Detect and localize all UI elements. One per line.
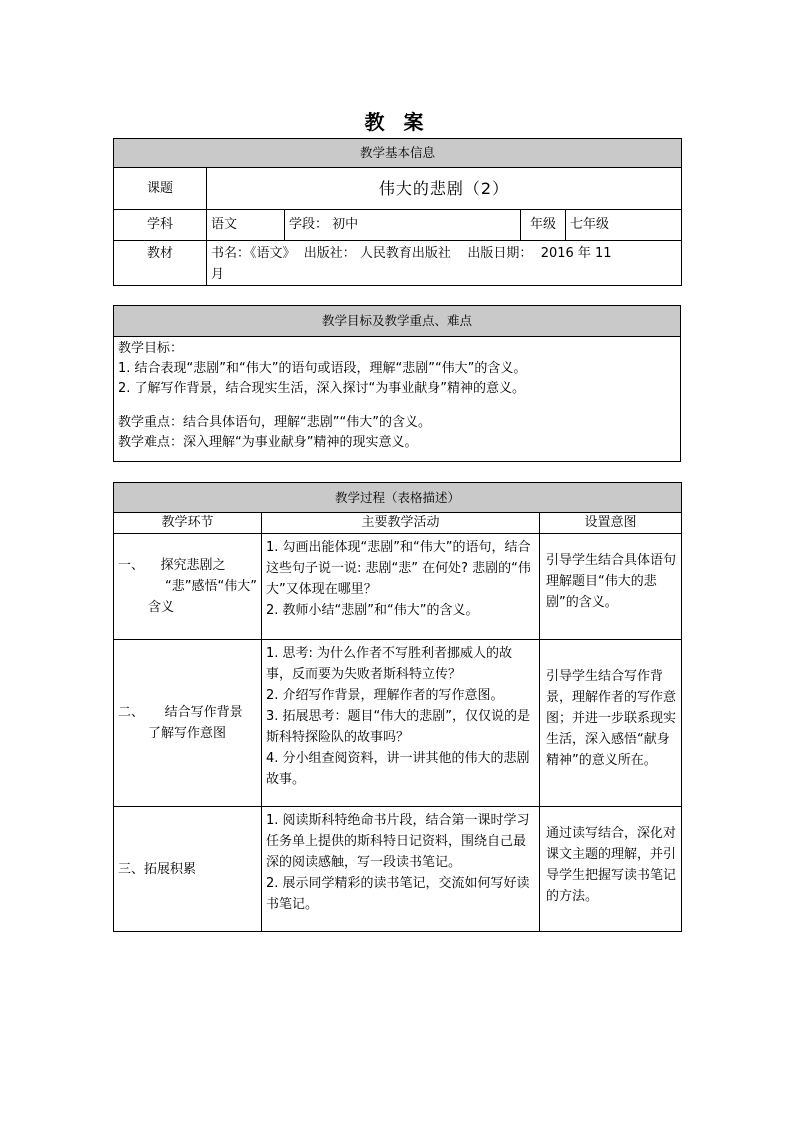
stage-cell <box>114 807 262 932</box>
stage-text: 二、 结合写作背景 <box>118 705 243 720</box>
lesson-title: 伟大的悲剧（2） <box>207 168 682 210</box>
objective-item: 1. 结合表现“悲剧”和“伟大”的语句或语段，理解“悲剧”“伟大”的含义。 <box>118 361 527 376</box>
stage-text: 含义 <box>148 600 175 615</box>
subject-label: 学科 <box>114 210 207 241</box>
objective-item: 2. 了解写作背景，结合现实生活，深入探讨“为事业献身”精神的意义。 <box>118 381 526 396</box>
intent-text: 引导学生结合具体语句理解题目“伟大的悲剧”的含义。 <box>546 553 677 610</box>
intent-cell <box>540 640 682 807</box>
stage-text: 一、 探究悲剧之 <box>118 558 226 573</box>
table-row <box>114 640 682 807</box>
grade-label: 年级 <box>521 210 566 241</box>
activity-cell <box>262 534 540 640</box>
textbook-line: 月 <box>211 267 225 282</box>
stage-cell <box>114 534 262 640</box>
intent-cell <box>540 534 682 640</box>
intent-cell <box>540 807 682 932</box>
process-header: 教学过程（表格描述） <box>114 483 682 513</box>
stage-cell <box>114 640 262 807</box>
activity-cell <box>262 640 540 807</box>
intent-text: 通过读写结合，深化对课文主题的理解，并引导学生把握写读书笔记的方法。 <box>546 826 677 904</box>
activity-item: 3. 拓展思考：题目“伟大的悲剧”，仅仅说的是斯科特探险队的故事吗？ <box>266 709 531 745</box>
grade-value: 七年级 <box>566 210 682 241</box>
stage-label: 学段： 初中 <box>285 210 521 241</box>
table-row <box>114 534 682 640</box>
goals-header: 教学目标及教学重点、难点 <box>114 306 681 337</box>
topic-label: 课题 <box>114 168 207 210</box>
stage-text: 了解写作意图 <box>148 726 227 741</box>
table-row <box>114 807 682 932</box>
activity-item: 2. 展示同学精彩的读书笔记，交流如何写好读书笔记。 <box>266 876 530 912</box>
difficulty: 教学难点：深入理解“为事业献身”精神的现实意义。 <box>118 435 418 450</box>
stage-text: 三、拓展积累 <box>118 861 197 877</box>
page-title: 教 案 <box>364 110 430 134</box>
intent-text: 引导学生结合写作背景，理解作者的写作意图；并进一步联系现实生活，深入感悟“献身精神”的意义所在。 <box>546 669 677 768</box>
column-header: 主要教学活动 <box>262 513 540 534</box>
activity-item: 2. 介绍写作背景，理解作者的写作意图。 <box>266 688 504 703</box>
stage-text: “悲”感悟“伟大” <box>165 579 257 594</box>
activity-cell <box>262 807 540 932</box>
activity-item: 2. 教师小结“悲剧”和“伟大”的含义。 <box>266 603 479 618</box>
process-table <box>113 482 682 932</box>
goals-table <box>113 305 681 462</box>
subject-value: 语文 <box>207 210 285 241</box>
textbook-info <box>207 241 682 286</box>
textbook-line: 书名：《语文》 出版社： 人民教育出版社 出版日期： 2016 年 11 <box>211 246 612 261</box>
objective-title: 教学目标： <box>118 341 184 356</box>
goals-body <box>114 337 681 462</box>
textbook-label: 教材 <box>114 241 207 286</box>
activity-item: 1. 阅读斯科特绝命书片段，结合第一课时学习任务单上提供的斯科特日记资料，围绕自己最深的阅读感触，写一段读书笔记。 <box>266 813 530 870</box>
column-header: 设置意图 <box>540 513 682 534</box>
basic-info-table <box>113 138 682 286</box>
column-header: 教学环节 <box>114 513 262 534</box>
activity-item: 4. 分小组查阅资料，讲一讲其他的伟大的悲剧故事。 <box>266 751 530 787</box>
activity-item: 1. 思考: 为什么作者不写胜利者挪威人的故事，反而要为失败者斯科特立传？ <box>266 646 513 682</box>
activity-item: 1. 勾画出能体现“悲剧”和“伟大”的语句，结合这些句子说一说: 悲剧“悲” 在何处? 悲剧的“伟大”又体现在哪里？ <box>266 540 531 597</box>
basic-info-header: 教学基本信息 <box>114 139 682 168</box>
key-point: 教学重点：结合具体语句，理解“悲剧”“伟大”的含义。 <box>118 415 431 430</box>
